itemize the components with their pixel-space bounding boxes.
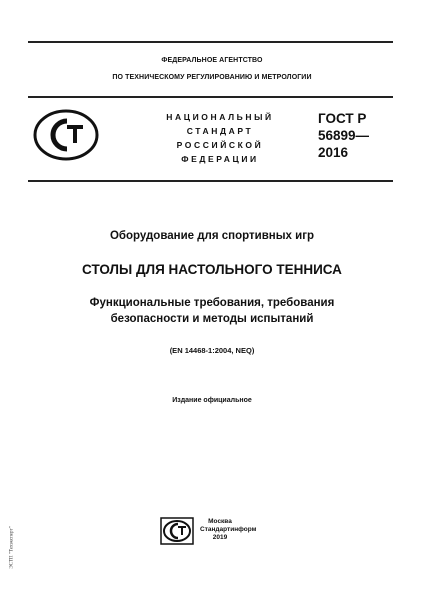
standartinform-logo-icon	[160, 517, 194, 545]
middle-rule	[28, 96, 393, 98]
national-standard-label	[150, 110, 290, 166]
designation-line: ГОСТ Р	[318, 111, 367, 126]
publisher-name: Стандартинформ	[200, 526, 257, 533]
national-standard-line: РОССИЙСКОЙ	[176, 140, 264, 150]
header-bottom-rule	[28, 180, 393, 182]
designation-line: 56899—	[318, 128, 370, 143]
reference-standard: (EN 14468-1:2004, NEQ)	[169, 346, 255, 355]
document-subtitle-line-2: безопасности и методы испытаний	[110, 313, 314, 325]
standard-designation	[318, 110, 369, 161]
publisher-block	[200, 518, 257, 542]
national-standard-line: ФЕДЕРАЦИИ	[181, 154, 259, 164]
edition-note: Издание официальное	[172, 397, 252, 404]
designation-line: 2016	[318, 145, 349, 160]
publisher-year: 2019	[212, 534, 228, 541]
document-title: СТОЛЫ ДЛЯ НАСТОЛЬНОГО ТЕННИСА	[82, 262, 342, 277]
side-watermark: ЭСТП "Техэксперт"	[9, 526, 15, 569]
national-standard-line: НАЦИОНАЛЬНЫЙ	[166, 112, 274, 122]
document-subtitle-line-1: Функциональные требования, требования	[89, 297, 335, 309]
gost-r-logo-icon	[33, 109, 99, 161]
agency-line-1: ФЕДЕРАЛЬНОЕ АГЕНТСТВО	[161, 57, 263, 64]
top-rule	[28, 41, 393, 43]
agency-line-2: ПО ТЕХНИЧЕСКОМУ РЕГУЛИРОВАНИЮ И МЕТРОЛОГИИ	[112, 74, 312, 81]
publisher-city: Москва	[208, 518, 232, 525]
document-subject: Оборудование для спортивных игр	[109, 230, 315, 242]
national-standard-line: СТАНДАРТ	[186, 126, 254, 136]
